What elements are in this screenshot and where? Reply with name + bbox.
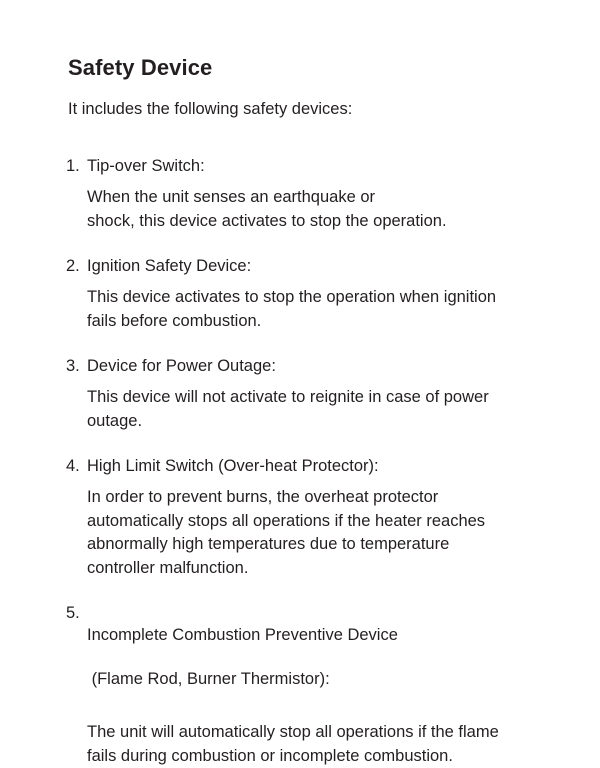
item-number: 4. bbox=[66, 455, 87, 477]
description-line: automatically stops all operations if the heater reaches bbox=[87, 510, 546, 534]
description-line: This device activates to stop the operation when ignition bbox=[87, 286, 546, 310]
item-title: Tip-over Switch: bbox=[87, 155, 205, 177]
item-number: 1. bbox=[66, 155, 87, 177]
description-line: In order to prevent burns, the overheat protector bbox=[87, 486, 546, 510]
item-description bbox=[87, 486, 546, 580]
intro-text: It includes the following safety devices: bbox=[68, 98, 352, 120]
item-title: Ignition Safety Device: bbox=[87, 255, 251, 277]
item-description bbox=[87, 186, 546, 233]
item-description bbox=[87, 386, 546, 433]
item-title: Device for Power Outage: bbox=[87, 355, 276, 377]
list-item-high-limit-switch bbox=[66, 455, 546, 580]
description-line: fails before combustion. bbox=[87, 310, 546, 334]
list-item-ignition-safety-device bbox=[66, 255, 546, 333]
description-line: The unit will automatically stop all operations if the flame bbox=[87, 721, 546, 745]
list-item-tip-over-switch bbox=[66, 155, 546, 233]
description-line: shock, this device activates to stop the operation. bbox=[87, 210, 546, 234]
description-line: When the unit senses an earthquake or bbox=[87, 186, 546, 210]
item-number: 3. bbox=[66, 355, 87, 377]
description-line: outage. bbox=[87, 410, 546, 434]
item-number: 5. bbox=[66, 602, 87, 712]
item-description bbox=[87, 721, 546, 768]
list-item-incomplete-combustion-device bbox=[66, 602, 546, 768]
description-line: fails during combustion or incomplete combustion. bbox=[87, 745, 546, 768]
item-title: Incomplete Combustion Preventive Device bbox=[87, 624, 398, 646]
list-item-power-outage-device bbox=[66, 355, 546, 433]
description-line: controller malfunction. bbox=[87, 557, 546, 581]
item-number: 2. bbox=[66, 255, 87, 277]
item-title: High Limit Switch (Over-heat Protector): bbox=[87, 455, 379, 477]
item-description bbox=[87, 286, 546, 333]
page-title: Safety Device bbox=[68, 55, 212, 81]
description-line: This device will not activate to reignite in case of power bbox=[87, 386, 546, 410]
description-line: abnormally high temperatures due to temperature bbox=[87, 533, 546, 557]
safety-device-list bbox=[66, 155, 546, 768]
item-subtitle: (Flame Rod, Burner Thermistor): bbox=[87, 668, 398, 690]
